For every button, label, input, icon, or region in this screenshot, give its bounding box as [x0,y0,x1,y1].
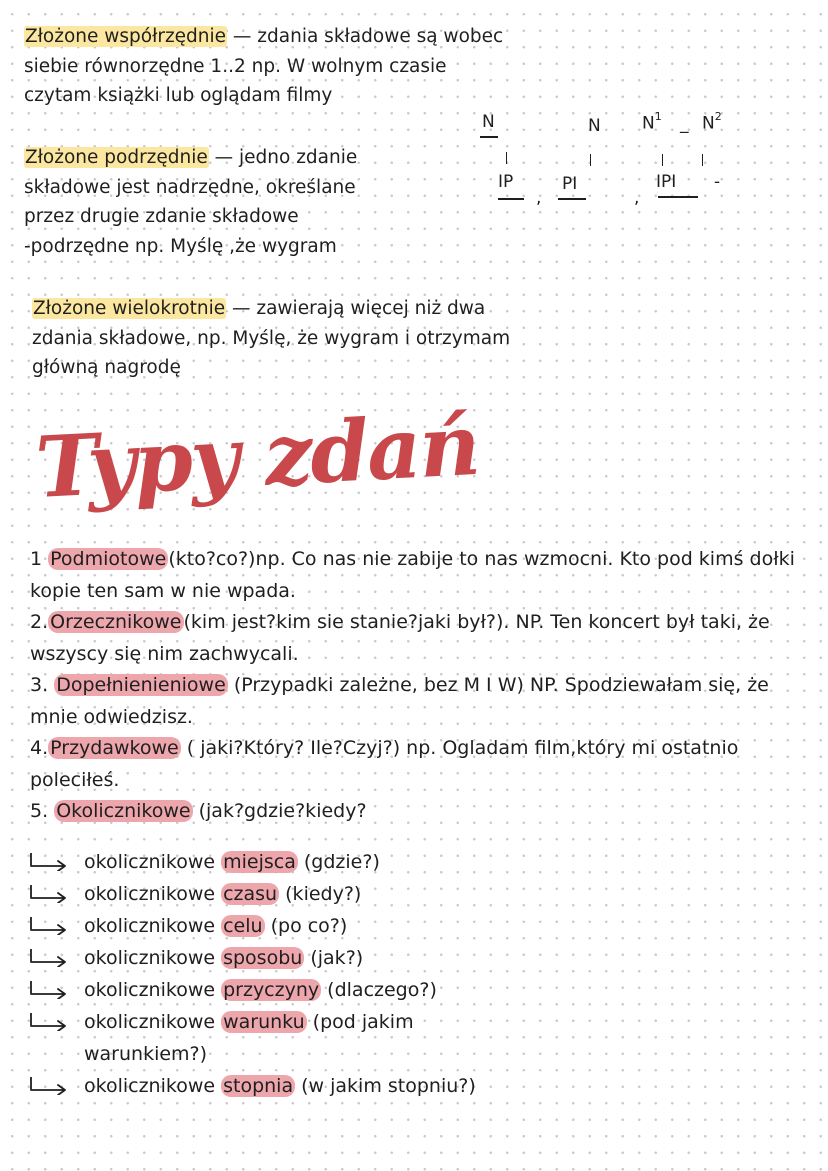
arrow-icon [28,885,70,903]
definition-text: przez drugie zdanie składowe [24,206,299,227]
definition-text: -podrzędne np. Myślę ,że wygram [24,235,337,257]
list-item: 5. Okolicznikowe (jak?gdzie?kiedy? [30,800,367,822]
sentence-schema-diagram [470,108,770,218]
schema-label: PI [562,174,578,194]
term-highlight: przyczyny [223,979,320,1001]
definition-text: składowe jest nadrzędne, określane [24,176,356,198]
sentence-types-list [30,544,800,828]
term-highlight: sposobu [223,947,303,969]
schema-underline [558,198,586,200]
list-item: 4. Przydawkowe ( jaki?Który? Ile?Czyj?) np. Ogladam film,który mi ostatnio poleciłeś. [30,737,739,791]
schema-label: IPI [656,172,677,192]
schema-label: _ [680,114,689,134]
term-highlight: stopnia [223,1075,294,1097]
term-compound-subordinate: Złożone podrzędnie [25,147,208,168]
definition-text: czytam książki lub oglądam filmy [24,85,333,106]
term-highlight: czasu [223,883,278,905]
schema-label: IP [498,172,514,192]
arrow-icon [28,949,70,967]
list-item: okolicznikowe czasu (kiedy?) [28,878,476,910]
term-highlight: miejsca [223,851,296,873]
term-compound-coordinate: Złożone współrzędnie [25,26,227,47]
definition-text: — jedno zdanie [208,147,358,168]
term-highlight: celu [223,915,263,937]
definition-text: — zawierają więcej niż dwa [226,298,486,319]
list-item: okolicznikowe celu (po co?) [28,910,476,942]
list-item: okolicznikowe przyczyny (dlaczego?) [28,974,476,1006]
term-highlight: Podmiotowe [50,548,167,570]
schema-label: , [634,188,640,208]
list-item: 3. Dopełnienieniowe (Przypadki zależne, bez M I W) NP. Spodziewałam się, że mnie odwiedzisz. [30,674,769,728]
schema-label: $N^2$ [702,110,722,134]
term-highlight: warunku [223,1011,305,1033]
list-item: okolicznikowe stopnia (w jakim stopniu?) [28,1070,476,1102]
arrow-icon [28,917,70,935]
list-item-continuation: warunkiem?) [84,1043,208,1065]
term-highlight: Okolicznikowe [56,800,191,822]
list-item: 2. Orzecznikowe (kim jest?kim sie stanie?jaki był?). NP. Ten koncert był taki, że wszyscy się nim zachwycali. [30,611,770,665]
arrow-icon [28,1077,70,1095]
definition-text: — zdania składowe są wobec [227,26,504,47]
schema-label: N [588,116,601,136]
definition-compound-coordinate [24,22,503,111]
page-title: Typy zdań [33,394,481,517]
list-item: okolicznikowe miejsca (gdzie?) [28,846,476,878]
list-item: okolicznikowe sposobu (jak?) [28,942,476,974]
term-highlight: Przydawkowe [50,737,179,759]
definition-compound-subordinate [24,143,357,261]
schema-line [702,154,703,166]
schema-underline [498,198,524,200]
schema-label: , [536,188,542,208]
definition-text: siebie równorzędne 1..2 np. W wolnym czasie [24,55,447,77]
term-compound-multiple: Złożone wielokrotnie [33,298,226,319]
adverbial-subtypes-list [28,846,476,1102]
schema-label: - [714,172,721,192]
definition-compound-multiple [32,294,510,383]
list-item: 1 Podmiotowe (kto?co?)np. Co nas nie zabije to nas wzmocni. Kto pod kimś dołki kopie ten sam w nie wpada. [30,548,795,602]
schema-line [590,154,591,166]
schema-underline [480,136,498,138]
term-highlight: Orzecznikowe [50,611,182,633]
definition-text: zdania składowe, np. Myślę, że wygram i otrzymam [32,327,511,349]
schema-line [506,152,507,164]
list-item: okolicznikowe warunku (pod jakim [28,1006,476,1038]
arrow-icon [28,981,70,999]
schema-label: $N^1$ [642,110,662,134]
term-highlight: Dopełnienieniowe [56,674,226,696]
schema-underline [658,196,698,198]
schema-label: N [482,112,495,132]
schema-line [662,154,663,166]
arrow-icon [28,853,70,871]
definition-text: główną nagrodę [32,357,181,378]
arrow-icon [28,1013,70,1031]
